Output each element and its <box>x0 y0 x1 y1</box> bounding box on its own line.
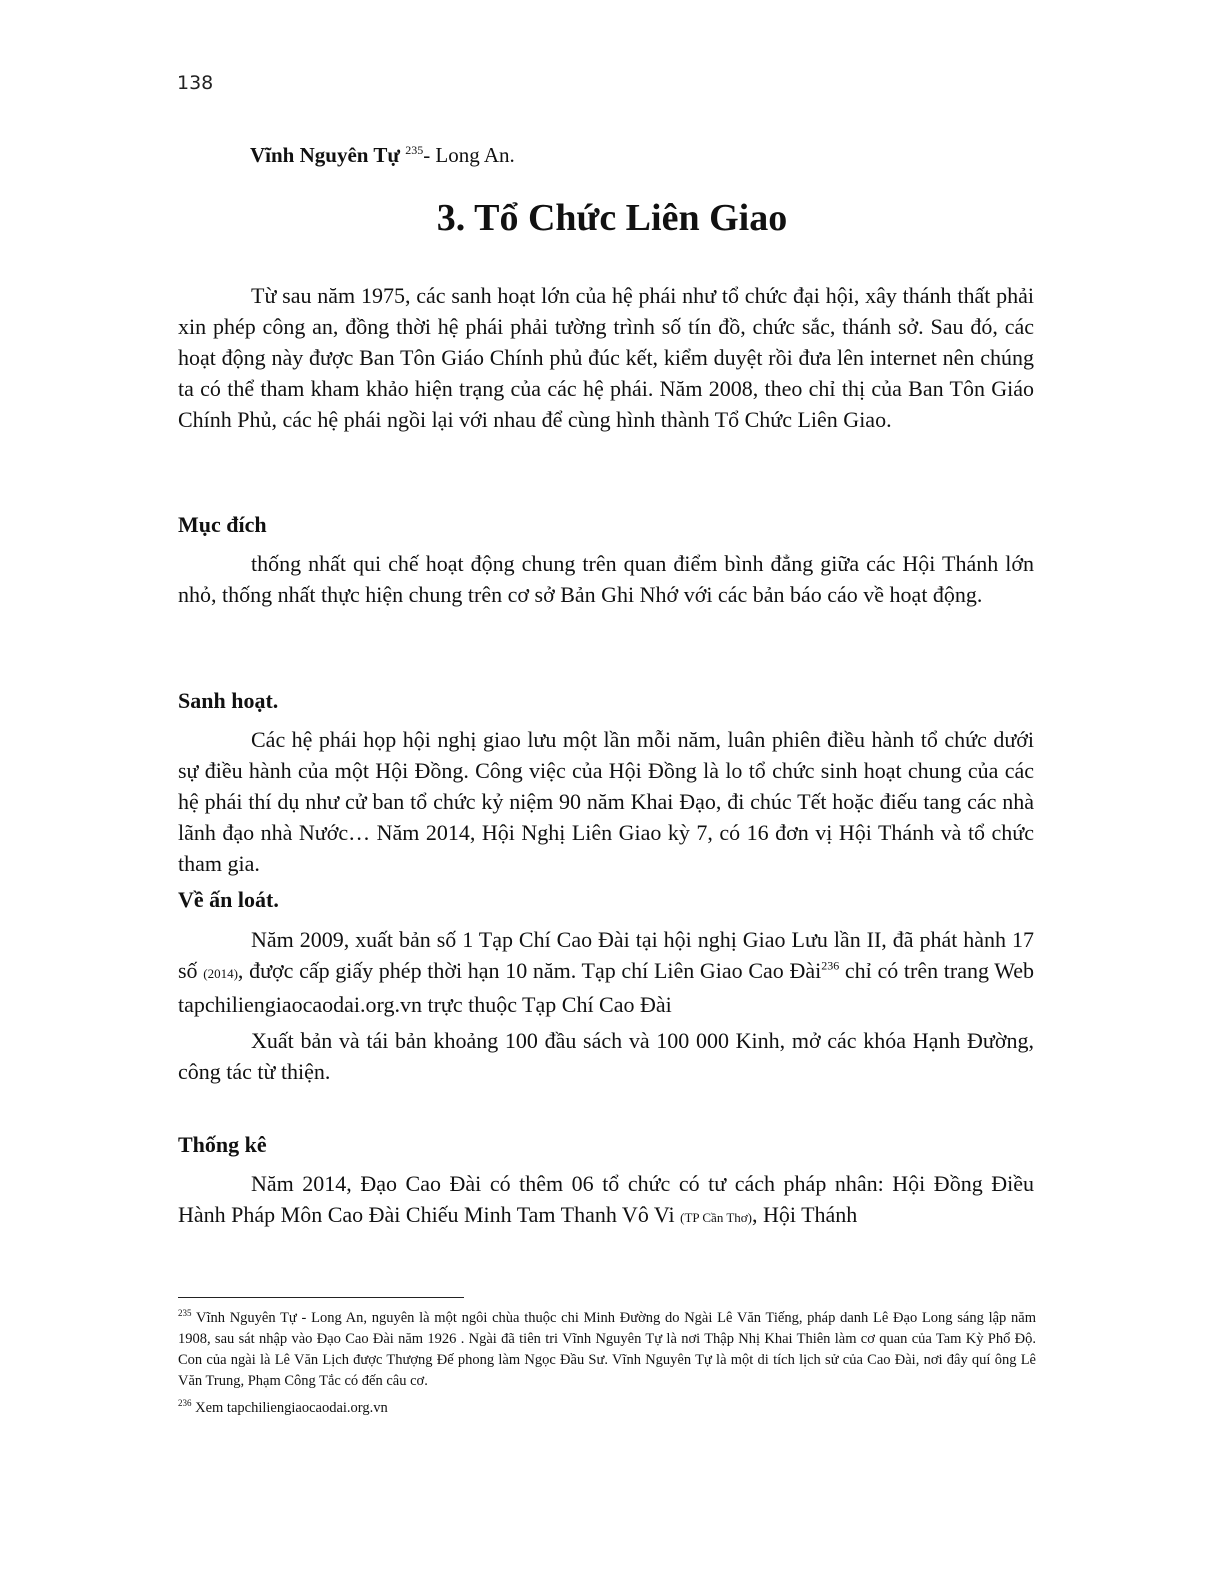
footnote-235 <box>178 1308 1036 1392</box>
an-loat-text-a: Năm 2009, xuất bản số 1 Tạp Chí Cao Đài tại hội nghị Giao Lưu lần II, đã phát hành 17 số <box>178 927 1034 983</box>
an-loat-paragraph-1 <box>178 924 1034 1020</box>
footnote-ref-236[interactable]: 236 <box>821 958 840 973</box>
an-loat-section <box>178 924 1034 1087</box>
footnote-text: Xem tapchiliengiaocaodai.org.vn <box>195 1400 388 1416</box>
footnote-separator <box>178 1297 464 1298</box>
heading-an-loat: Về ấn loát. <box>178 887 279 912</box>
thong-ke-section <box>178 1168 1034 1233</box>
page-number: 138 <box>177 72 214 94</box>
heading-muc-dich: Mục đích <box>178 512 267 537</box>
section-title: 3. Tổ Chức Liên Giao <box>436 197 788 239</box>
muc-dich-paragraph: thống nhất qui chế hoạt động chung trên quan điểm bình đẳng giữa các Hội Thánh lớn nhỏ, thống nhất thực hiện chung trên cơ sở Bản Ghi Nhớ với các bản báo cáo về hoạt động. <box>178 551 1034 607</box>
thong-ke-text-a: Năm 2014, Đạo Cao Đài có thêm 06 tổ chức có tư cách pháp nhân: Hội Đồng Điều Hành Pháp Môn Cao Đài Chiếu Minh Tam Thanh Vô Vi <box>178 1171 1034 1227</box>
footnote-236 <box>178 1398 1036 1419</box>
temple-reference-line <box>250 143 515 168</box>
thong-ke-city-note: (TP Cần Thơ) <box>680 1210 752 1225</box>
an-loat-text-c: chỉ có trên trang Web tapchiliengiaocaodai.org.vn trực thuộc Tạp Chí Cao Đài <box>178 958 1034 1017</box>
thong-ke-text-b: , Hội Thánh <box>751 1202 858 1227</box>
footnote-text: Vĩnh Nguyên Tự - Long An, nguyên là một ngôi chùa thuộc chi Minh Đường do Ngài Lê Văn Tiếng, pháp danh Lê Đạo Long sáng lập năm 1908, sau sát nhập vào Đạo Cao Đài năm 1926 . Ngài đã tiên tri Vĩnh Nguyên Tự là nơi Thập Nhị Khai Thiên làm cơ quan của Tam Kỳ Phổ Độ. Con của ngài là Lê Văn Lịch được Thượng Đế phong làm Ngọc Đầu Sư. Vĩnh Nguyên Tự là một di tích lịch sử của Cao Đài, nơi đây quí ông Lê Văn Trung, Phạm Công Tắc có đến câu cơ. <box>178 1310 1036 1389</box>
heading-thong-ke: Thống kê <box>178 1132 267 1157</box>
footnote-number: 235 <box>178 1308 192 1319</box>
an-loat-text-b: , được cấp giấy phép thời hạn 10 năm. Tạp chí Liên Giao Cao Đài <box>237 958 822 983</box>
an-loat-paragraph-2: Xuất bản và tái bản khoảng 100 đầu sách và 100 000 Kinh, mở các khóa Hạnh Đường, công tác từ thiện. <box>178 1028 1034 1084</box>
sanh-hoat-section <box>178 724 1034 879</box>
temple-name: Vĩnh Nguyên Tự <box>250 143 400 167</box>
temple-location: - Long An. <box>423 143 515 167</box>
thong-ke-paragraph <box>178 1168 1034 1233</box>
an-loat-year-note: (2014) <box>203 966 238 981</box>
sanh-hoat-paragraph: Các hệ phái họp hội nghị giao lưu một lần mỗi năm, luân phiên điều hành tổ chức dưới sự điều hành của một Hội Đồng. Công việc của Hội Đồng là lo tổ chức sinh hoạt chung của các hệ phái thí dụ như cử ban tổ chức kỷ niệm 90 năm Khai Đạo, đi chúc Tết hoặc điếu tang các nhà lãnh đạo nhà Nước… Năm 2014, Hội Nghị Liên Giao kỳ 7, có 16 đơn vị Hội Thánh và tổ chức tham gia. <box>178 727 1034 876</box>
footnote-ref-235[interactable]: 235 <box>405 143 424 157</box>
muc-dich-section <box>178 548 1034 610</box>
footnote-number: 236 <box>178 1398 192 1409</box>
intro-paragraph: Từ sau năm 1975, các sanh hoạt lớn của hệ phái như tổ chức đại hội, xây thánh thất phải xin phép công an, đồng thời hệ phái phải tường trình số tín đồ, chức sắc, thánh sở. Sau đó, các hoạt động này được Ban Tôn Giáo Chính phủ đúc kết, kiểm duyệt rồi đưa lên internet nên chúng ta có thể tham kham khảo hiện trạng của các hệ phái. Năm 2008, theo chỉ thị của Ban Tôn Giáo Chính Phủ, các hệ phái ngồi lại với nhau để cùng hình thành Tổ Chức Liên Giao. <box>178 283 1034 432</box>
heading-sanh-hoat: Sanh hoạt. <box>178 688 279 713</box>
intro-section <box>178 280 1034 435</box>
